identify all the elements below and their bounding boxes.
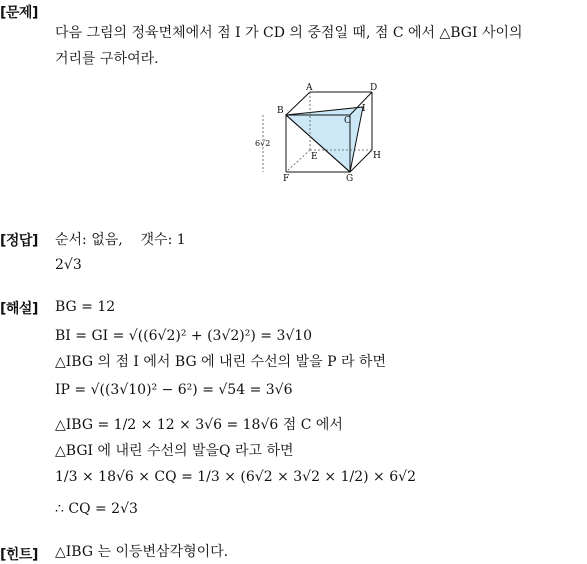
problem-tag: [문제]: [0, 5, 38, 21]
cube-figure: [255, 82, 395, 186]
problem-text-line2: 거리를 구하여라.: [55, 51, 159, 67]
label-h: H: [373, 151, 381, 161]
label-c: C: [344, 116, 351, 126]
problem-text-line1: 다음 그림의 정육면체에서 점 I 가 CD 의 중점일 때, 점 C 에서 △BGI 사이의: [55, 25, 523, 41]
answer-meta: [55, 231, 186, 249]
hint-text: △IBG 는 이등변삼각형이다.: [55, 544, 229, 560]
triangle-bgi: [286, 107, 363, 172]
answer-value: 2√3: [55, 257, 82, 273]
label-g: G: [346, 174, 354, 184]
solution-line6: △BGI 에 내린 수선의 발을Q 라고 하면: [55, 443, 294, 459]
solution-line5: △IBG = 1/2 × 12 × 3√6 = 18√6 점 C 에서: [55, 417, 343, 433]
answer-count: 갯수: 1: [140, 232, 186, 248]
solution-line2: BI = GI = √((6√2)² + (3√2)²) = 3√10: [55, 328, 313, 344]
label-e: E: [311, 152, 318, 162]
solution-line4: IP = √((3√10)² − 6²) = √54 = 3√6: [55, 382, 293, 398]
solution-line8: ∴ CQ = 2√3: [55, 501, 138, 517]
solution-tag: [해설]: [0, 301, 38, 317]
answer-order: 순서: 없음,: [55, 232, 123, 248]
label-b: B: [277, 106, 284, 116]
answer-tag: [정답]: [0, 233, 38, 249]
hint-tag: [힌트]: [0, 547, 38, 563]
solution-line3: △IBG 의 점 I 에서 BG 에 내린 수선의 발을 P 라 하면: [55, 354, 386, 370]
solution-line7: 1/3 × 18√6 × CQ = 1/3 × (6√2 × 3√2 × 1/2) × 6√2: [55, 469, 416, 485]
label-d: D: [370, 83, 378, 93]
label-a: A: [306, 83, 313, 93]
label-edge: 6√2: [255, 139, 271, 148]
solution-line1: BG = 12: [55, 299, 116, 315]
label-f: F: [283, 174, 290, 184]
label-i: I: [362, 104, 366, 114]
